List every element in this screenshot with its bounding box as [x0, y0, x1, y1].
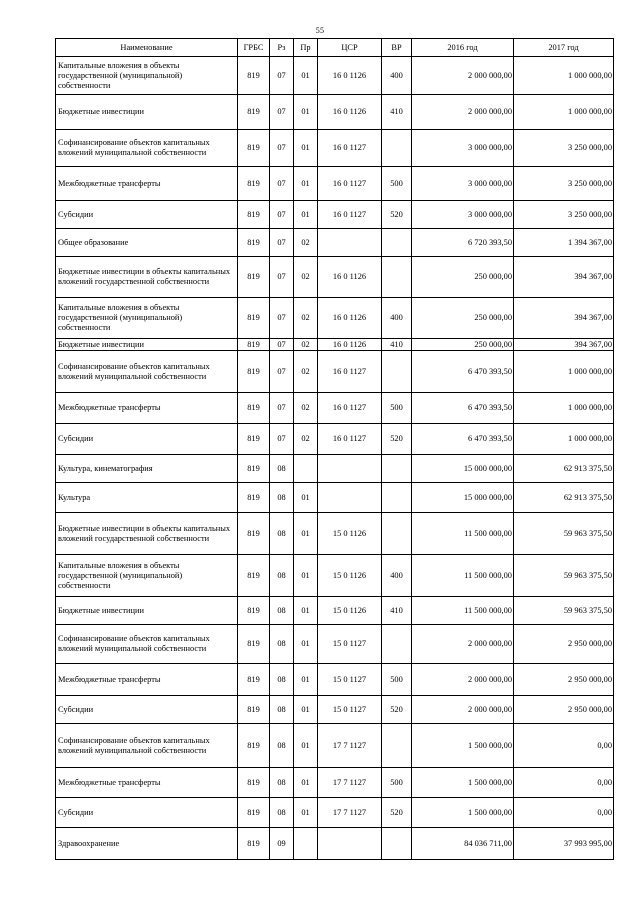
table-row: [56, 393, 614, 424]
header-2017: 2017 год: [514, 39, 614, 57]
cell-vr: [382, 724, 412, 768]
cell-pr: 01: [294, 201, 318, 229]
cell-csr: 16 0 1126: [318, 57, 382, 95]
cell-csr: [318, 229, 382, 257]
cell-pr: 01: [294, 130, 318, 167]
cell-rz: 08: [270, 664, 294, 696]
cell-2017: 1 000 000,00: [514, 95, 614, 130]
cell-rz: 08: [270, 455, 294, 483]
cell-csr: [318, 828, 382, 860]
cell-pr: 01: [294, 664, 318, 696]
cell-grbs: 819: [238, 339, 270, 351]
table-row: [56, 455, 614, 483]
cell-pr: 01: [294, 724, 318, 768]
cell-2017: 0,00: [514, 798, 614, 828]
cell-vr: [382, 229, 412, 257]
cell-grbs: 819: [238, 201, 270, 229]
cell-rz: 07: [270, 393, 294, 424]
cell-rz: 08: [270, 724, 294, 768]
table-row: [56, 130, 614, 167]
cell-2017: 394 367,00: [514, 339, 614, 351]
header-rz: Рз: [270, 39, 294, 57]
cell-grbs: 819: [238, 393, 270, 424]
cell-grbs: 819: [238, 424, 270, 455]
cell-pr: 01: [294, 625, 318, 664]
cell-vr: 400: [382, 298, 412, 339]
table-row: [56, 351, 614, 393]
cell-2016: 6 470 393,50: [412, 351, 514, 393]
cell-vr: [382, 513, 412, 555]
cell-csr: 16 0 1126: [318, 257, 382, 298]
cell-name: Здравоохранение: [56, 828, 238, 860]
cell-vr: [382, 625, 412, 664]
cell-2016: 6 470 393,50: [412, 393, 514, 424]
cell-pr: 02: [294, 298, 318, 339]
cell-rz: 08: [270, 625, 294, 664]
cell-2016: 250 000,00: [412, 298, 514, 339]
cell-2017: 62 913 375,50: [514, 483, 614, 513]
cell-grbs: 819: [238, 57, 270, 95]
cell-csr: 15 0 1126: [318, 555, 382, 597]
cell-vr: [382, 257, 412, 298]
cell-rz: 08: [270, 768, 294, 798]
cell-vr: [382, 351, 412, 393]
cell-2016: 2 000 000,00: [412, 664, 514, 696]
cell-grbs: 819: [238, 95, 270, 130]
cell-2017: 59 963 375,50: [514, 513, 614, 555]
cell-name: Капитальные вложения в объекты государственной (муниципальной) собственности: [56, 57, 238, 95]
table-row: [56, 696, 614, 724]
cell-rz: 07: [270, 351, 294, 393]
cell-csr: 16 0 1127: [318, 167, 382, 201]
cell-rz: 08: [270, 696, 294, 724]
cell-name: Общее образование: [56, 229, 238, 257]
cell-2017: 394 367,00: [514, 257, 614, 298]
cell-rz: 07: [270, 95, 294, 130]
cell-rz: 07: [270, 229, 294, 257]
cell-2016: 250 000,00: [412, 339, 514, 351]
cell-pr: 01: [294, 597, 318, 625]
cell-grbs: 819: [238, 555, 270, 597]
cell-csr: [318, 455, 382, 483]
cell-vr: [382, 828, 412, 860]
cell-2017: 37 993 995,00: [514, 828, 614, 860]
cell-name: Межбюджетные трансферты: [56, 664, 238, 696]
cell-rz: 08: [270, 597, 294, 625]
table-row: [56, 257, 614, 298]
header-row: [56, 39, 614, 57]
table-row: [56, 483, 614, 513]
cell-csr: 15 0 1126: [318, 597, 382, 625]
cell-grbs: 819: [238, 130, 270, 167]
table-row: [56, 167, 614, 201]
cell-name: Бюджетные инвестиции в объекты капитальных вложений государственной собственности: [56, 513, 238, 555]
cell-grbs: 819: [238, 455, 270, 483]
table-row: [56, 625, 614, 664]
table-row: [56, 798, 614, 828]
budget-table: [55, 38, 614, 860]
cell-rz: 08: [270, 798, 294, 828]
table-row: [56, 229, 614, 257]
cell-rz: 07: [270, 167, 294, 201]
cell-2016: 250 000,00: [412, 257, 514, 298]
cell-rz: 07: [270, 57, 294, 95]
cell-name: Культура, кинематография: [56, 455, 238, 483]
cell-2017: 1 000 000,00: [514, 393, 614, 424]
cell-grbs: 819: [238, 768, 270, 798]
cell-csr: 16 0 1126: [318, 339, 382, 351]
cell-vr: 500: [382, 768, 412, 798]
cell-pr: 01: [294, 555, 318, 597]
cell-2016: 2 000 000,00: [412, 696, 514, 724]
cell-grbs: 819: [238, 513, 270, 555]
table-row: [56, 597, 614, 625]
cell-grbs: 819: [238, 696, 270, 724]
table-row: [56, 768, 614, 798]
cell-vr: 520: [382, 798, 412, 828]
cell-rz: 08: [270, 513, 294, 555]
header-csr: ЦСР: [318, 39, 382, 57]
cell-pr: 01: [294, 513, 318, 555]
cell-pr: 01: [294, 167, 318, 201]
cell-vr: 520: [382, 201, 412, 229]
cell-pr: 01: [294, 696, 318, 724]
table-row: [56, 664, 614, 696]
table-row: [56, 828, 614, 860]
header-2016: 2016 год: [412, 39, 514, 57]
cell-2016: 6 720 393,50: [412, 229, 514, 257]
table-row: [56, 724, 614, 768]
cell-csr: 16 0 1127: [318, 130, 382, 167]
table-row: [56, 513, 614, 555]
cell-2017: 3 250 000,00: [514, 167, 614, 201]
cell-csr: 15 0 1127: [318, 625, 382, 664]
cell-2016: 15 000 000,00: [412, 483, 514, 513]
cell-grbs: 819: [238, 483, 270, 513]
cell-rz: 07: [270, 339, 294, 351]
cell-2016: 2 000 000,00: [412, 625, 514, 664]
table-row: [56, 57, 614, 95]
header-name: Наименование: [56, 39, 238, 57]
cell-name: Субсидии: [56, 201, 238, 229]
cell-pr: 02: [294, 257, 318, 298]
cell-2016: 6 470 393,50: [412, 424, 514, 455]
cell-rz: 07: [270, 130, 294, 167]
cell-grbs: 819: [238, 167, 270, 201]
cell-vr: 520: [382, 696, 412, 724]
cell-grbs: 819: [238, 257, 270, 298]
cell-rz: 08: [270, 483, 294, 513]
cell-grbs: 819: [238, 664, 270, 696]
cell-2017: 2 950 000,00: [514, 664, 614, 696]
cell-vr: 500: [382, 167, 412, 201]
cell-grbs: 819: [238, 724, 270, 768]
cell-vr: 410: [382, 597, 412, 625]
cell-rz: 09: [270, 828, 294, 860]
table-row: [56, 201, 614, 229]
header-grbs: ГРБС: [238, 39, 270, 57]
cell-csr: [318, 483, 382, 513]
cell-pr: 01: [294, 483, 318, 513]
cell-2017: 1 000 000,00: [514, 57, 614, 95]
cell-csr: 15 0 1126: [318, 513, 382, 555]
cell-rz: 07: [270, 201, 294, 229]
table-row: [56, 298, 614, 339]
cell-name: Бюджетные инвестиции: [56, 597, 238, 625]
cell-vr: 500: [382, 393, 412, 424]
cell-pr: 02: [294, 229, 318, 257]
cell-rz: 08: [270, 555, 294, 597]
cell-vr: [382, 483, 412, 513]
cell-name: Субсидии: [56, 798, 238, 828]
cell-csr: 16 0 1126: [318, 298, 382, 339]
cell-name: Капитальные вложения в объекты государственной (муниципальной) собственности: [56, 298, 238, 339]
cell-2017: 3 250 000,00: [514, 130, 614, 167]
cell-pr: 02: [294, 393, 318, 424]
cell-2017: 1 000 000,00: [514, 424, 614, 455]
table-row: [56, 339, 614, 351]
cell-name: Межбюджетные трансферты: [56, 167, 238, 201]
cell-csr: 17 7 1127: [318, 798, 382, 828]
cell-2016: 2 000 000,00: [412, 95, 514, 130]
cell-name: Субсидии: [56, 696, 238, 724]
cell-pr: 02: [294, 424, 318, 455]
cell-vr: 400: [382, 57, 412, 95]
cell-csr: 17 7 1127: [318, 768, 382, 798]
cell-2017: 1 000 000,00: [514, 351, 614, 393]
cell-csr: 16 0 1127: [318, 351, 382, 393]
cell-csr: 16 0 1126: [318, 95, 382, 130]
header-pr: Пр: [294, 39, 318, 57]
page-number: 55: [315, 26, 325, 35]
cell-2016: 11 500 000,00: [412, 513, 514, 555]
cell-2016: 11 500 000,00: [412, 555, 514, 597]
cell-2017: 0,00: [514, 724, 614, 768]
cell-2017: 0,00: [514, 768, 614, 798]
cell-csr: 15 0 1127: [318, 696, 382, 724]
cell-name: Бюджетные инвестиции: [56, 339, 238, 351]
header-vr: ВР: [382, 39, 412, 57]
cell-pr: [294, 455, 318, 483]
cell-pr: 02: [294, 351, 318, 393]
cell-2017: 2 950 000,00: [514, 625, 614, 664]
cell-pr: 01: [294, 95, 318, 130]
cell-2016: 1 500 000,00: [412, 768, 514, 798]
cell-name: Культура: [56, 483, 238, 513]
cell-2016: 1 500 000,00: [412, 724, 514, 768]
cell-2017: 59 963 375,50: [514, 555, 614, 597]
cell-vr: 400: [382, 555, 412, 597]
cell-rz: 07: [270, 257, 294, 298]
cell-name: Субсидии: [56, 424, 238, 455]
cell-2016: 3 000 000,00: [412, 167, 514, 201]
cell-2017: 2 950 000,00: [514, 696, 614, 724]
cell-grbs: 819: [238, 351, 270, 393]
cell-vr: 410: [382, 95, 412, 130]
table-row: [56, 95, 614, 130]
cell-pr: [294, 828, 318, 860]
cell-name: Капитальные вложения в объекты государственной (муниципальной) собственности: [56, 555, 238, 597]
cell-name: Бюджетные инвестиции: [56, 95, 238, 130]
cell-name: Межбюджетные трансферты: [56, 393, 238, 424]
cell-csr: 16 0 1127: [318, 201, 382, 229]
cell-vr: [382, 130, 412, 167]
cell-grbs: 819: [238, 597, 270, 625]
cell-2016: 3 000 000,00: [412, 201, 514, 229]
cell-vr: 500: [382, 664, 412, 696]
cell-pr: 01: [294, 798, 318, 828]
cell-pr: 02: [294, 339, 318, 351]
cell-rz: 07: [270, 424, 294, 455]
cell-grbs: 819: [238, 298, 270, 339]
cell-name: Бюджетные инвестиции в объекты капитальных вложений государственной собственности: [56, 257, 238, 298]
cell-2016: 11 500 000,00: [412, 597, 514, 625]
cell-2016: 2 000 000,00: [412, 57, 514, 95]
cell-2016: 15 000 000,00: [412, 455, 514, 483]
cell-name: Софинансирование объектов капитальных вложений муниципальной собственности: [56, 351, 238, 393]
cell-name: Софинансирование объектов капитальных вложений муниципальной собственности: [56, 724, 238, 768]
cell-2017: 59 963 375,50: [514, 597, 614, 625]
cell-pr: 01: [294, 57, 318, 95]
cell-grbs: 819: [238, 625, 270, 664]
cell-vr: 520: [382, 424, 412, 455]
cell-name: Софинансирование объектов капитальных вложений муниципальной собственности: [56, 625, 238, 664]
cell-vr: 410: [382, 339, 412, 351]
cell-rz: 07: [270, 298, 294, 339]
cell-csr: 16 0 1127: [318, 424, 382, 455]
cell-grbs: 819: [238, 798, 270, 828]
cell-grbs: 819: [238, 828, 270, 860]
cell-name: Софинансирование объектов капитальных вложений муниципальной собственности: [56, 130, 238, 167]
cell-name: Межбюджетные трансферты: [56, 768, 238, 798]
table-row: [56, 424, 614, 455]
cell-csr: 17 7 1127: [318, 724, 382, 768]
table-row: [56, 555, 614, 597]
cell-pr: 01: [294, 768, 318, 798]
cell-2016: 1 500 000,00: [412, 798, 514, 828]
cell-vr: [382, 455, 412, 483]
cell-2017: 62 913 375,50: [514, 455, 614, 483]
cell-csr: 15 0 1127: [318, 664, 382, 696]
cell-2017: 3 250 000,00: [514, 201, 614, 229]
cell-csr: 16 0 1127: [318, 393, 382, 424]
cell-grbs: 819: [238, 229, 270, 257]
cell-2017: 394 367,00: [514, 298, 614, 339]
cell-2016: 84 036 711,00: [412, 828, 514, 860]
cell-2017: 1 394 367,00: [514, 229, 614, 257]
cell-2016: 3 000 000,00: [412, 130, 514, 167]
